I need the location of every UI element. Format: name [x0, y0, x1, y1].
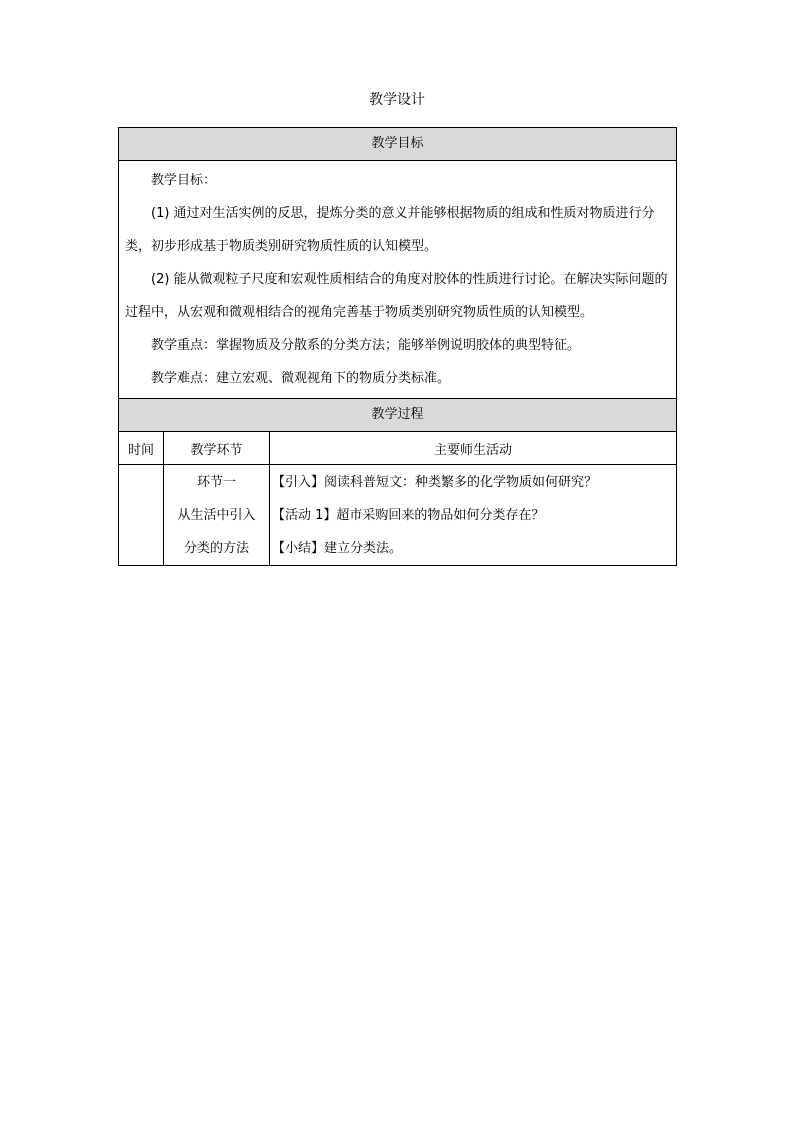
time-cell [119, 465, 164, 566]
difficulties: 教学难点：建立宏观、微观视角下的物质分类标准。 [151, 371, 451, 386]
process-header: 教学过程 [119, 399, 677, 432]
objectives-content [119, 161, 677, 399]
column-header-activity: 主要师生活动 [270, 432, 677, 465]
process-header-row [119, 399, 677, 432]
lesson-plan-table [118, 127, 677, 566]
table-row [119, 465, 677, 566]
column-header-stage: 教学环节 [164, 432, 270, 465]
objective-goal-2: (2) 能从微观粒子尺度和宏观性质相结合的角度对胶体的性质进行讨论。在解决实际问题的过程中，从宏观和微观相结合的视角完善基于物质类别研究物质性质的认知模型。 [125, 272, 668, 320]
objectives-intro: 教学目标： [151, 173, 217, 188]
activity-item: 【引入】阅读科普短文：种类繁多的化学物质如何研究？ [272, 475, 598, 490]
stage-cell [164, 465, 270, 566]
objectives-header: 教学目标 [119, 128, 677, 161]
objective-goal-1: (1) 通过对生活实例的反思，提炼分类的意义并能够根据物质的组成和性质对物质进行分类，初步形成基于物质类别研究物质性质的认知模型。 [125, 206, 655, 254]
activity-cell [270, 465, 677, 566]
objectives-content-row [119, 161, 677, 399]
document-title: 教学设计 [369, 92, 425, 108]
stage-line: 分类的方法 [183, 541, 249, 556]
objectives-header-row [119, 128, 677, 161]
stage-line: 环节一 [196, 475, 236, 490]
column-header-time: 时间 [119, 432, 164, 465]
process-column-headers [119, 432, 677, 465]
activity-item: 【活动 1】超市采购回来的物品如何分类存在？ [272, 508, 545, 523]
activity-item: 【小结】建立分类法。 [272, 541, 403, 556]
key-points: 教学重点：掌握物质及分散系的分类方法；能够举例说明胶体的典型特征。 [151, 338, 581, 353]
stage-line: 从生活中引入 [177, 508, 256, 523]
